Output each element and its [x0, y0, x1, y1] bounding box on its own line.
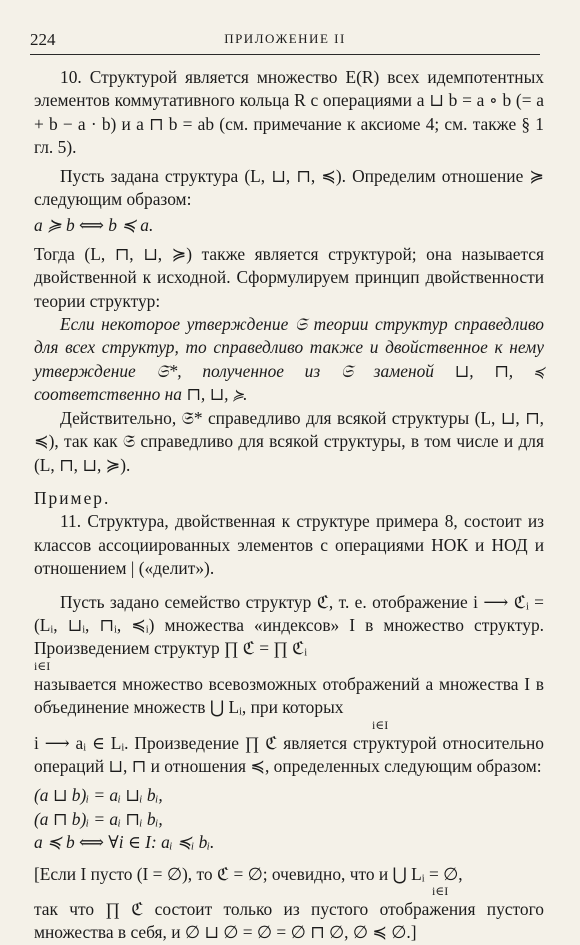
- formula-block: [34, 784, 544, 854]
- running-title: ПРИЛОЖЕНИЕ II: [224, 31, 346, 46]
- paragraph-family-of-structures: Пусть задано семейство структур ℭ, т. е. отображение i ⟶ ℭᵢ = (Lᵢ, ⊔ᵢ, ⊓ᵢ, ≼ᵢ) множества «индексов» I в множество структур. Произведением структур ∏ ℭ = ∏ ℭᵢ: [34, 591, 544, 659]
- paragraph-product-is-structure: i ⟶ aᵢ ∈ Lᵢ. Произведение ∏ ℭ является структурой относительно операций ⊔, ⊓ и отношения ≼, определенных следующим образом:: [34, 732, 544, 776]
- paragraph-dual-structure: Тогда (L, ⊓, ⊔, ≽) также является структурой; она называется двойственной к исходной. Сформулируем принцип двойственности теории структур:: [34, 243, 544, 311]
- formula-join: (a ⊔ b)ᵢ = aᵢ ⊔ᵢ bᵢ,: [34, 785, 163, 806]
- paragraph-product-definition: называется множество всевозможных отображений a множества I в объединение множеств ⋃ Lᵢ, при которых: [34, 673, 544, 718]
- page-body: [34, 66, 544, 945]
- empty-union-index-label: i∈I: [432, 884, 449, 898]
- paragraph-example-10: 10. Структурой является множество E(R) всех идемпотентных элементов коммутативного кольца R с операциями a ⊔ b = a ∘ b (= a + b − a · b) и a ⊓ b = ab (см. примечание к аксиоме 4; см. также § 1 гл. 5).: [34, 67, 544, 158]
- formula-order: a ≼ b ⟺ ∀i ∈ I: aᵢ ≼ᵢ bᵢ.: [34, 832, 215, 853]
- paragraph-given-structure: Пусть задана структура (L, ⊔, ⊓, ≼). Определим отношение ≽ следующим образом:: [34, 165, 544, 210]
- paragraph-duality-principle: Если некоторое утверждение 𝔖 теории структур справедливо для всех структур, то справедливо также и двойственное к нему утверждение 𝔖*, полученное из 𝔖 заменой ⊔, ⊓, ≼ соответственно на ⊓, ⊔, ≽.: [34, 314, 544, 405]
- paragraph-example-11: 11. Структура, двойственная к структуре примера 8, состоит из классов ассоциированных элементов с операциями НОК и НОД и отношением | («делит»).: [34, 511, 544, 579]
- product-index-label: i∈I: [34, 658, 51, 673]
- union-index-label: i∈I: [372, 717, 389, 732]
- paragraph-indeed: Действительно, 𝔖* справедливо для всякой структуры (L, ⊔, ⊓, ≼), так как 𝔖 справедливо для всякой структуры, в том числе и для (L, ⊓, ⊔, ≽).: [34, 407, 544, 475]
- formula-dual-order: a ≽ b ⟺ b ≼ a.: [34, 215, 154, 236]
- example-heading: Пример.: [34, 487, 111, 508]
- page-number: 224: [30, 30, 56, 49]
- formula-meet: (a ⊓ b)ᵢ = aᵢ ⊓ᵢ bᵢ,: [34, 808, 163, 829]
- page-header: [30, 30, 540, 52]
- paragraph-empty-family: [Если I пусто (I = ∅), то ℭ = ∅; очевидно, что и ⋃ Lᵢ = ∅,: [34, 863, 463, 884]
- paragraph-empty-product: так что ∏ ℭ состоит только из пустого отображения пустого множества в себя, и ∅ ⊔ ∅ = ∅ = ∅ ⊓ ∅, ∅ ≼ ∅.]: [34, 899, 544, 943]
- header-rule: [30, 54, 540, 55]
